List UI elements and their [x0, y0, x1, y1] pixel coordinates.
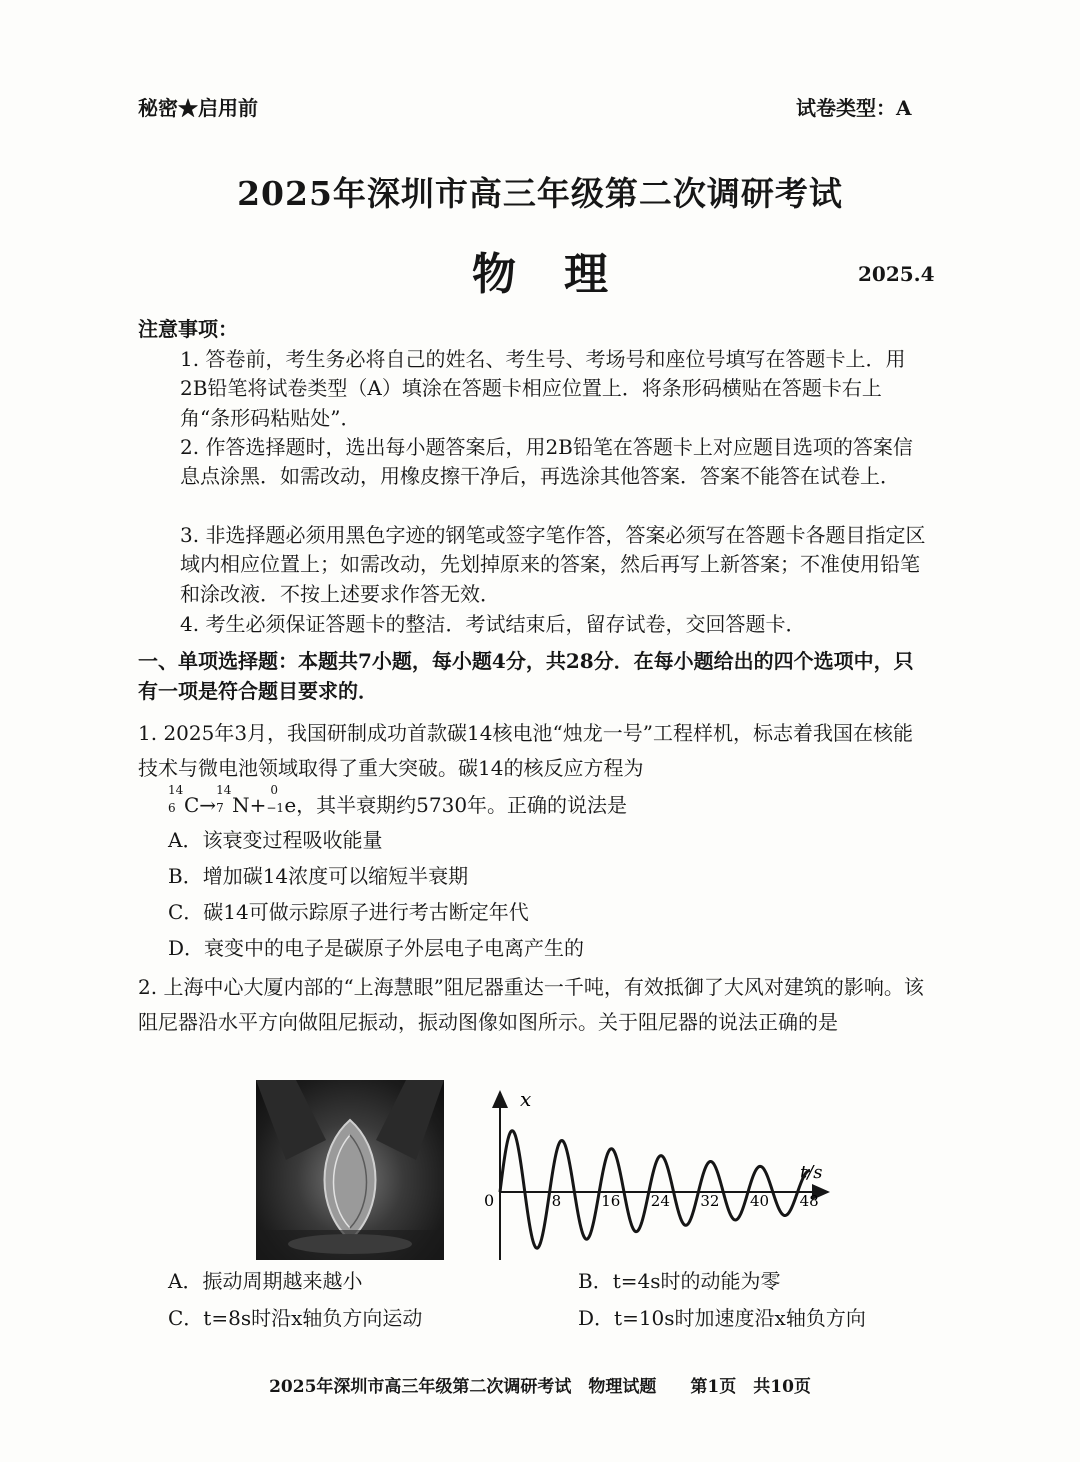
note-item: 1. 答卷前，考生务必将自己的姓名、考生号、考场号和座位号填写在答题卡上．用2B铅笔将试卷类型（A）填涂在答题卡相应位置上．将条形码横贴在答题卡右上角“条形码粘贴处”． [180, 347, 906, 430]
question-1-option-a: A．该衰变过程吸收能量 [168, 828, 383, 852]
notes-heading: 注意事项： [138, 317, 238, 341]
x-tick-label: 48 [799, 1192, 819, 1210]
oscillation-curve [500, 1131, 810, 1248]
x-tick-label: 8 [551, 1192, 562, 1210]
note-item: 2. 作答选择题时，选出每小题答案后，用2B铅笔在答题卡上对应题目选项的答案信息点涂黑．如需改动，用橡皮擦干净后，再选涂其他答案．答案不能答在试卷上． [180, 435, 913, 489]
question-1-stem: 1. 2025年3月，我国研制成功首款碳14核电池“烛龙一号”工程样机，标志着我国在核能技术与微电池领域取得了重大突破。碳14的核反应方程为 [138, 721, 913, 780]
question-2-option-a: A．振动周期越来越小 [168, 1269, 363, 1293]
question-1-option-d: D．衰变中的电子是碳原子外层电子电离产生的 [168, 936, 585, 960]
oscillation-chart [470, 1080, 840, 1270]
subject-title: 物理 [472, 249, 656, 300]
question-2-option-b: B．t=4s时的动能为零 [578, 1269, 781, 1293]
x-axis-label: t/s [800, 1162, 823, 1183]
question-2-stem: 2. 上海中心大厦内部的“上海慧眼”阻尼器重达一千吨，有效抵御了大风对建筑的影响。该阻尼器沿水平方向做阻尼振动，振动图像如图所示。关于阻尼器的说法正确的是 [138, 975, 924, 1034]
question-2-option-d: D．t=10s时加速度沿x轴负方向 [578, 1306, 866, 1330]
nitrogen-nuclide: 14 7 [216, 783, 232, 815]
x-tick-label: 32 [700, 1192, 720, 1210]
electron-particle: 0 −1 [266, 783, 285, 815]
x-tick-label: 40 [750, 1192, 770, 1210]
note-item: 3. 非选择题必须用黑色字迹的钢笔或签字笔作答，答案必须写在答题卡各题目指定区域内相应位置上；如需改动，先划掉原来的答案，然后再写上新答案；不准使用铅笔和涂改液．不按上述要求作答无效． [180, 523, 926, 606]
question-1-option-b: B．增加碳14浓度可以缩短半衰期 [168, 864, 469, 888]
note-item: 4. 考生必须保证答题卡的整洁．考试结束后，留存试卷，交回答题卡． [180, 612, 806, 636]
damper-photo [256, 1080, 444, 1260]
question-2-option-c: C．t=8s时沿x轴负方向运动 [168, 1306, 423, 1330]
origin-label: 0 [484, 1191, 495, 1210]
section-heading: 一、单项选择题：本题共7小题，每小题4分，共28分．在每小题给出的四个选项中，只有一项是符合题目要求的． [138, 649, 914, 703]
paper-type-label: 试卷类型：A [796, 96, 912, 120]
exam-date: 2025.4 [858, 262, 935, 286]
x-tick-label: 16 [601, 1192, 621, 1210]
question-1-equation: 14 6 C→ 14 7 N+ 0 −1 e，其半衰期约5730年。正确的说法是 [168, 783, 628, 817]
secrecy-label: 秘密★启用前 [138, 96, 258, 120]
question-1-option-c: C．碳14可做示踪原子进行考古断定年代 [168, 900, 529, 924]
y-axis-label: x [520, 1087, 532, 1111]
exam-title: 2025年深圳市高三年级第二次调研考试 [237, 174, 843, 213]
page-footer: 2025年深圳市高三年级第二次调研考试 物理试题 第1页 共10页 [269, 1377, 811, 1397]
x-tick-label: 24 [650, 1192, 670, 1210]
carbon-nuclide: 14 6 [168, 783, 184, 815]
